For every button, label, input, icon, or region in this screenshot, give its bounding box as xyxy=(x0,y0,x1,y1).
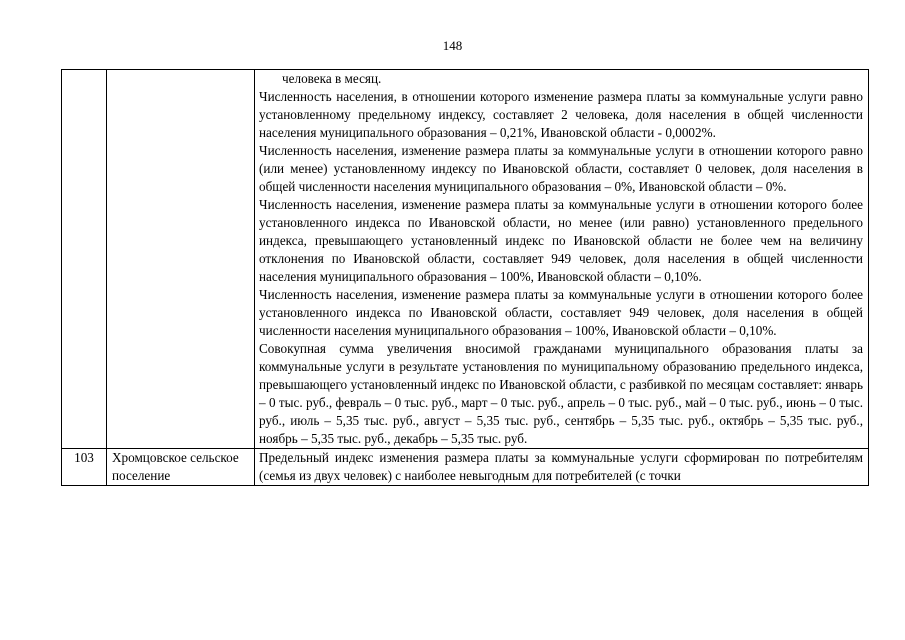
paragraph: Численность населения, изменение размера платы за коммунальные услуги в отношении которого более установленного индекса по Ивановской области, составляет 949 человек, доля населения в общей численности населения муниципального образования – 100%, Ивановской области – 0,10%. xyxy=(259,287,863,338)
row-number-cell xyxy=(62,70,107,449)
description-cell xyxy=(255,449,869,486)
page-number: 148 xyxy=(442,38,463,53)
paragraph: Численность населения, изменение размера платы за коммунальные услуги в отношении которого более установленного индекса по Ивановской области, но менее (или равно) установленного предельного индекса, превышающего установленный индекс по Ивановской области не более чем на величину отклонения по Ивановской области, составляет 949 человек, доля населения в общей численности населения муниципального образования – 100%, Ивановской области – 0,10%. xyxy=(259,197,863,284)
municipality-table xyxy=(61,69,869,486)
paragraph: человека в месяц. xyxy=(282,71,382,86)
row-number-cell: 103 xyxy=(62,449,107,486)
table-row xyxy=(62,449,869,486)
table-row xyxy=(62,70,869,449)
paragraph: Численность населения, изменение размера платы за коммунальные услуги в отношении которого равно (или менее) установленному индексу по Ивановской области, составляет 0 человек, доля населения в общей численности населения муниципального образования – 0%, Ивановской области – 0%. xyxy=(259,143,863,194)
municipality-name-cell xyxy=(107,70,255,449)
paragraph: Совокупная сумма увеличения вносимой гражданами муниципального образования платы за коммунальные услуги в результате установления по муниципальному образованию предельного индекса, превышающего установленный индекс по Ивановской области, с разбивкой по месяцам составляет: январь – 0 тыс. руб., февраль – 0 тыс. руб., март – 0 тыс. руб., апрель – 0 тыс. руб., май – 0 тыс. руб., июнь – 0 тыс. руб., июль – 5,35 тыс. руб., август – 5,35 тыс. руб., сентябрь – 5,35 тыс. руб., октябрь – 5,35 тыс. руб., ноябрь – 5,35 тыс. руб., декабрь – 5,35 тыс. руб. xyxy=(259,341,863,446)
paragraph: Предельный индекс изменения размера платы за коммунальные услуги сформирован по потребителям (семья из двух человек) с наиболее невыгодным для потребителей (с точки xyxy=(259,450,863,483)
paragraph: Численность населения, в отношении которого изменение размера платы за коммунальные услуги равно установленному предельному индексу, составляет 2 человека, доля населения в общей численности населения муниципального образования – 0,21%, Ивановской области - 0,0002%. xyxy=(259,89,863,140)
municipality-name-cell: Хромцовское сельское поселение xyxy=(107,449,255,486)
description-cell xyxy=(255,70,869,449)
